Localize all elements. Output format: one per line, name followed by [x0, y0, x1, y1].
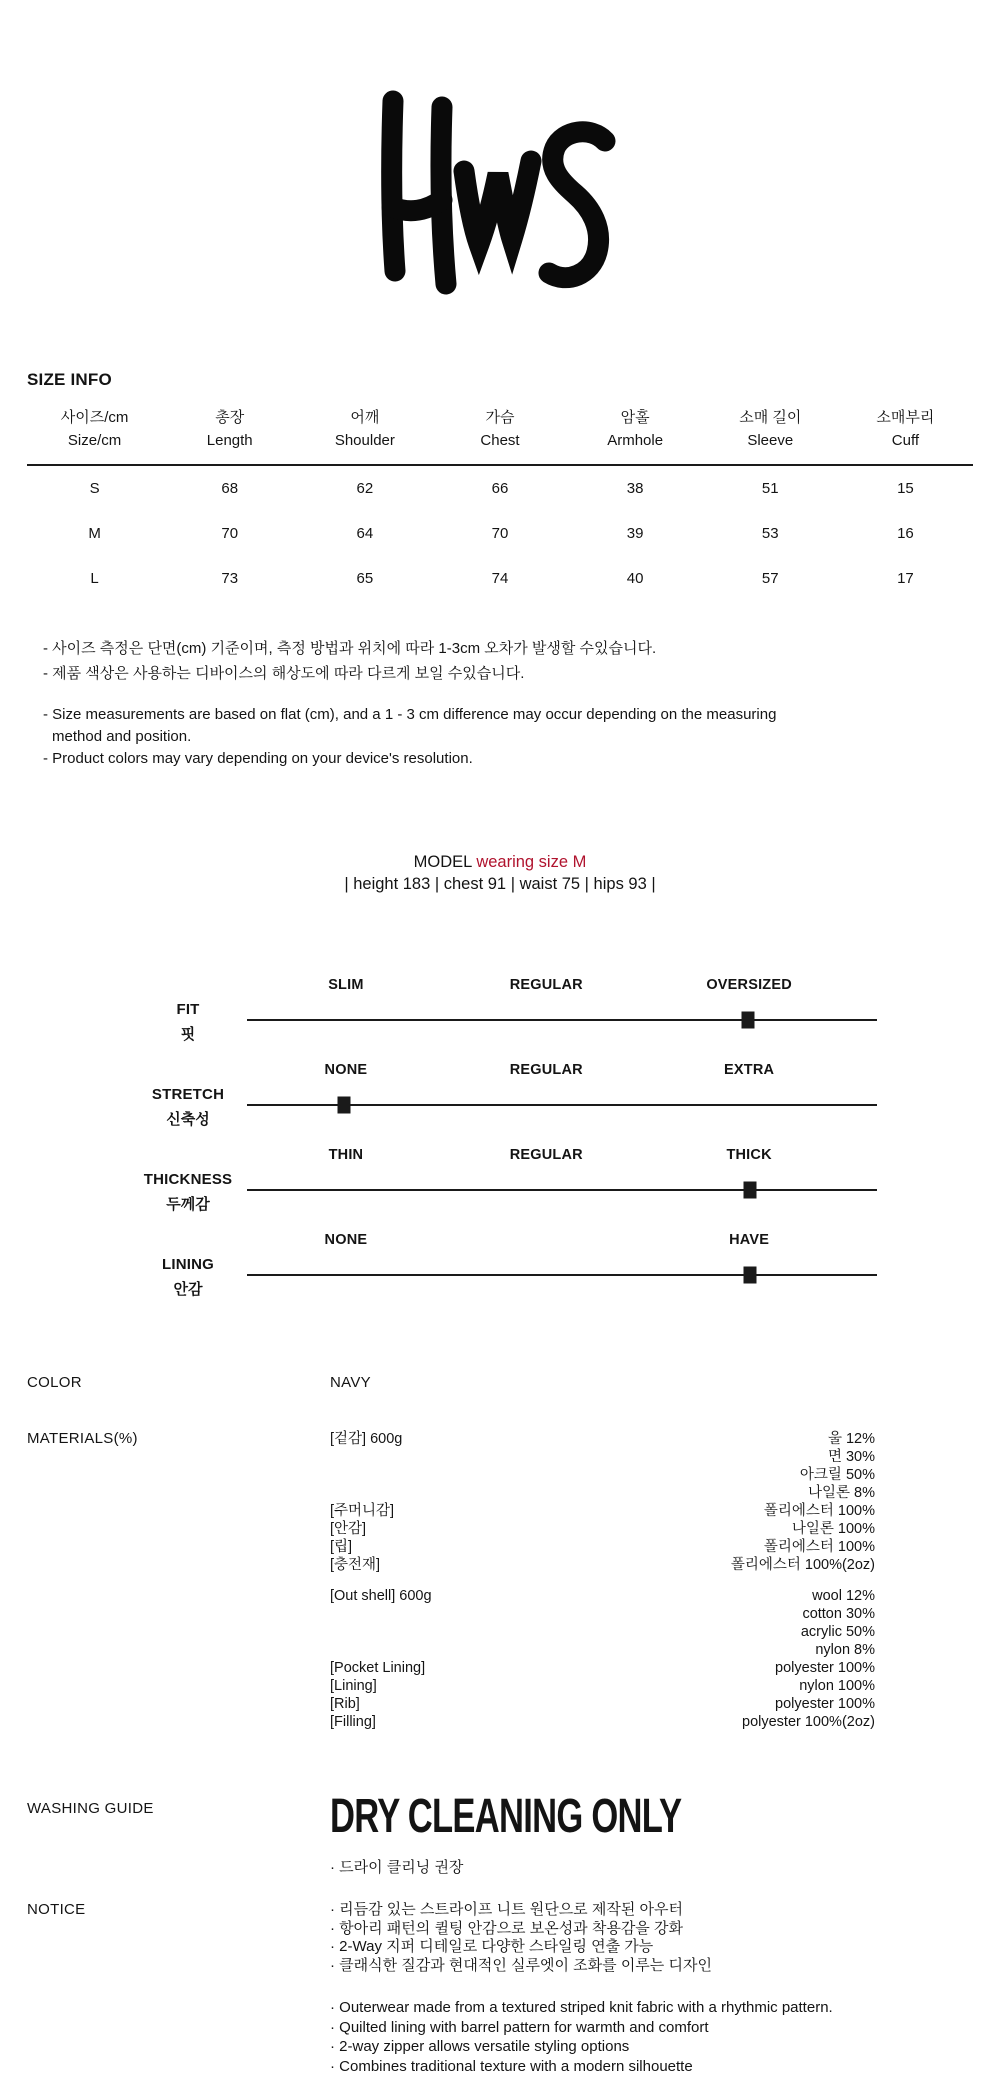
notice-list-en — [330, 1998, 833, 2076]
color-value: NAVY — [330, 1374, 371, 1391]
stretch-marker — [338, 1097, 351, 1114]
thickness-marker — [743, 1182, 756, 1199]
model-specs: | height 183 | chest 91 | waist 75 | hips 93 | — [344, 875, 656, 893]
table-row-l: L 73 65 74 40 57 17 — [90, 570, 914, 587]
materials-list — [330, 1430, 875, 1731]
material-row: [충전재] 폴리에스터 100%(2oz) — [330, 1557, 875, 1573]
size-notes-en: - Size measurements are based on flat (cm), and a 1 - 3 cm difference may occur depending on the measuring method and position. - Product colors may vary depending on your device's resolution. — [43, 706, 777, 767]
attribute-row-stretch: STRETCH 신축성 NONE REGULAR EXTRA — [0, 1060, 1000, 1130]
washing-note: · 드라이 클리닝 권장 — [330, 1859, 464, 1876]
notice-item: · Outerwear made from a textured striped knit fabric with a rhythmic pattern. — [330, 1999, 833, 2016]
model-label: MODEL — [413, 853, 472, 871]
table-row-s: S 68 62 66 38 51 15 — [89, 480, 914, 497]
model-wearing-size: wearing size M — [476, 853, 587, 871]
lining-marker — [743, 1267, 756, 1284]
material-row: [Filling] polyester 100%(2oz) — [330, 1714, 875, 1730]
size-table — [27, 406, 973, 601]
lining-track — [247, 1274, 877, 1276]
col-length: 총장 Length — [206, 409, 253, 449]
scale-label: THICK — [726, 1147, 772, 1163]
attribute-row-lining: LINING 안감 NONE HAVE — [0, 1230, 1000, 1300]
washing-guide-label: WASHING GUIDE — [27, 1800, 154, 1817]
scale-label: REGULAR — [509, 1147, 583, 1163]
material-row: nylon 8% — [815, 1642, 875, 1658]
model-size-line — [0, 851, 1000, 873]
col-size: 사이즈/cm Size/cm — [60, 409, 129, 449]
col-sleeve: 소매 길이 Sleeve — [739, 409, 802, 449]
material-row: [겉감] 600g 울 12% — [330, 1431, 875, 1447]
size-table-header — [27, 406, 973, 466]
attribute-row-thickness: THICKNESS 두께감 THIN REGULAR THICK — [0, 1145, 1000, 1215]
brand-logo-hws — [378, 86, 618, 296]
scale-label: NONE — [324, 1062, 368, 1078]
notice-item: · Combines traditional texture with a modern silhouette — [330, 2057, 693, 2075]
washing-headline: DRY CLEANING ONLY — [330, 1790, 682, 1843]
material-row: 나일론 8% — [807, 1485, 875, 1501]
col-cuff: 소매부리 Cuff — [876, 409, 935, 449]
scale-label: OVERSIZED — [706, 977, 792, 993]
notice-item: · Quilted lining with barrel pattern for warmth and comfort — [330, 2018, 709, 2036]
scale-label: THIN — [328, 1147, 364, 1163]
material-row: [안감] 나일론 100% — [330, 1521, 875, 1537]
stretch-track — [247, 1104, 877, 1106]
material-row: [립] 폴리에스터 100% — [330, 1539, 875, 1555]
thickness-track — [247, 1189, 877, 1191]
attribute-row-fit: FIT 핏 SLIM REGULAR OVERSIZED — [0, 975, 1000, 1045]
scale-label: REGULAR — [509, 977, 583, 993]
notice-item: · 항아리 패턴의 퀼팅 안감으로 보온성과 착용감을 강화 — [330, 1919, 683, 1937]
size-info-title: SIZE INFO — [27, 370, 112, 389]
material-row: [주머니감] 폴리에스터 100% — [330, 1503, 875, 1519]
material-row: [Lining] nylon 100% — [330, 1678, 875, 1694]
size-notes-kr: - 사이즈 측정은 단면(cm) 기준이며, 측정 방법과 위치에 따라 1-3cm 오차가 발생할 수있습니다. - 제품 색상은 사용하는 디바이스의 해상도에 따라 다르게 보일 수있습니다. — [43, 640, 657, 682]
scale-label: EXTRA — [724, 1062, 775, 1078]
table-row-m: M 70 64 70 39 53 16 — [88, 525, 914, 542]
material-row: acrylic 50% — [800, 1624, 875, 1640]
color-label: COLOR — [27, 1374, 82, 1391]
fit-track — [247, 1019, 877, 1021]
material-row: 아크릴 50% — [799, 1467, 875, 1483]
scale-label: REGULAR — [509, 1062, 583, 1078]
scale-label: HAVE — [729, 1232, 770, 1248]
scale-label: NONE — [324, 1232, 368, 1248]
model-info — [0, 851, 1000, 895]
notice-item: · 2-way zipper allows versatile styling options — [330, 2038, 630, 2055]
col-shoulder: 어깨 Shoulder — [334, 409, 395, 449]
notice-item: · 2-Way 지퍼 디테일로 다양한 스타일링 연출 가능 — [330, 1938, 654, 1955]
material-row: [Pocket Lining] polyester 100% — [330, 1660, 875, 1676]
col-chest: 가슴 Chest — [480, 409, 520, 449]
col-armhole: 암홀 Armhole — [607, 409, 664, 449]
notice-label: NOTICE — [27, 1901, 86, 1918]
notice-item: · 리듬감 있는 스트라이프 니트 원단으로 제작된 아우터 — [330, 1901, 683, 1918]
material-row: 면 30% — [827, 1449, 875, 1465]
material-row: [Out shell] 600g wool 12% — [330, 1588, 875, 1604]
notice-item: · 클래식한 질감과 현대적인 실루엣이 조화를 이루는 디자인 — [330, 1956, 712, 1974]
fit-marker — [741, 1012, 754, 1029]
material-row: [Rib] polyester 100% — [330, 1696, 875, 1712]
notice-list-kr — [330, 1901, 712, 1975]
material-row: cotton 30% — [802, 1606, 875, 1622]
scale-label: SLIM — [328, 977, 364, 993]
materials-label: MATERIALS(%) — [27, 1430, 138, 1447]
